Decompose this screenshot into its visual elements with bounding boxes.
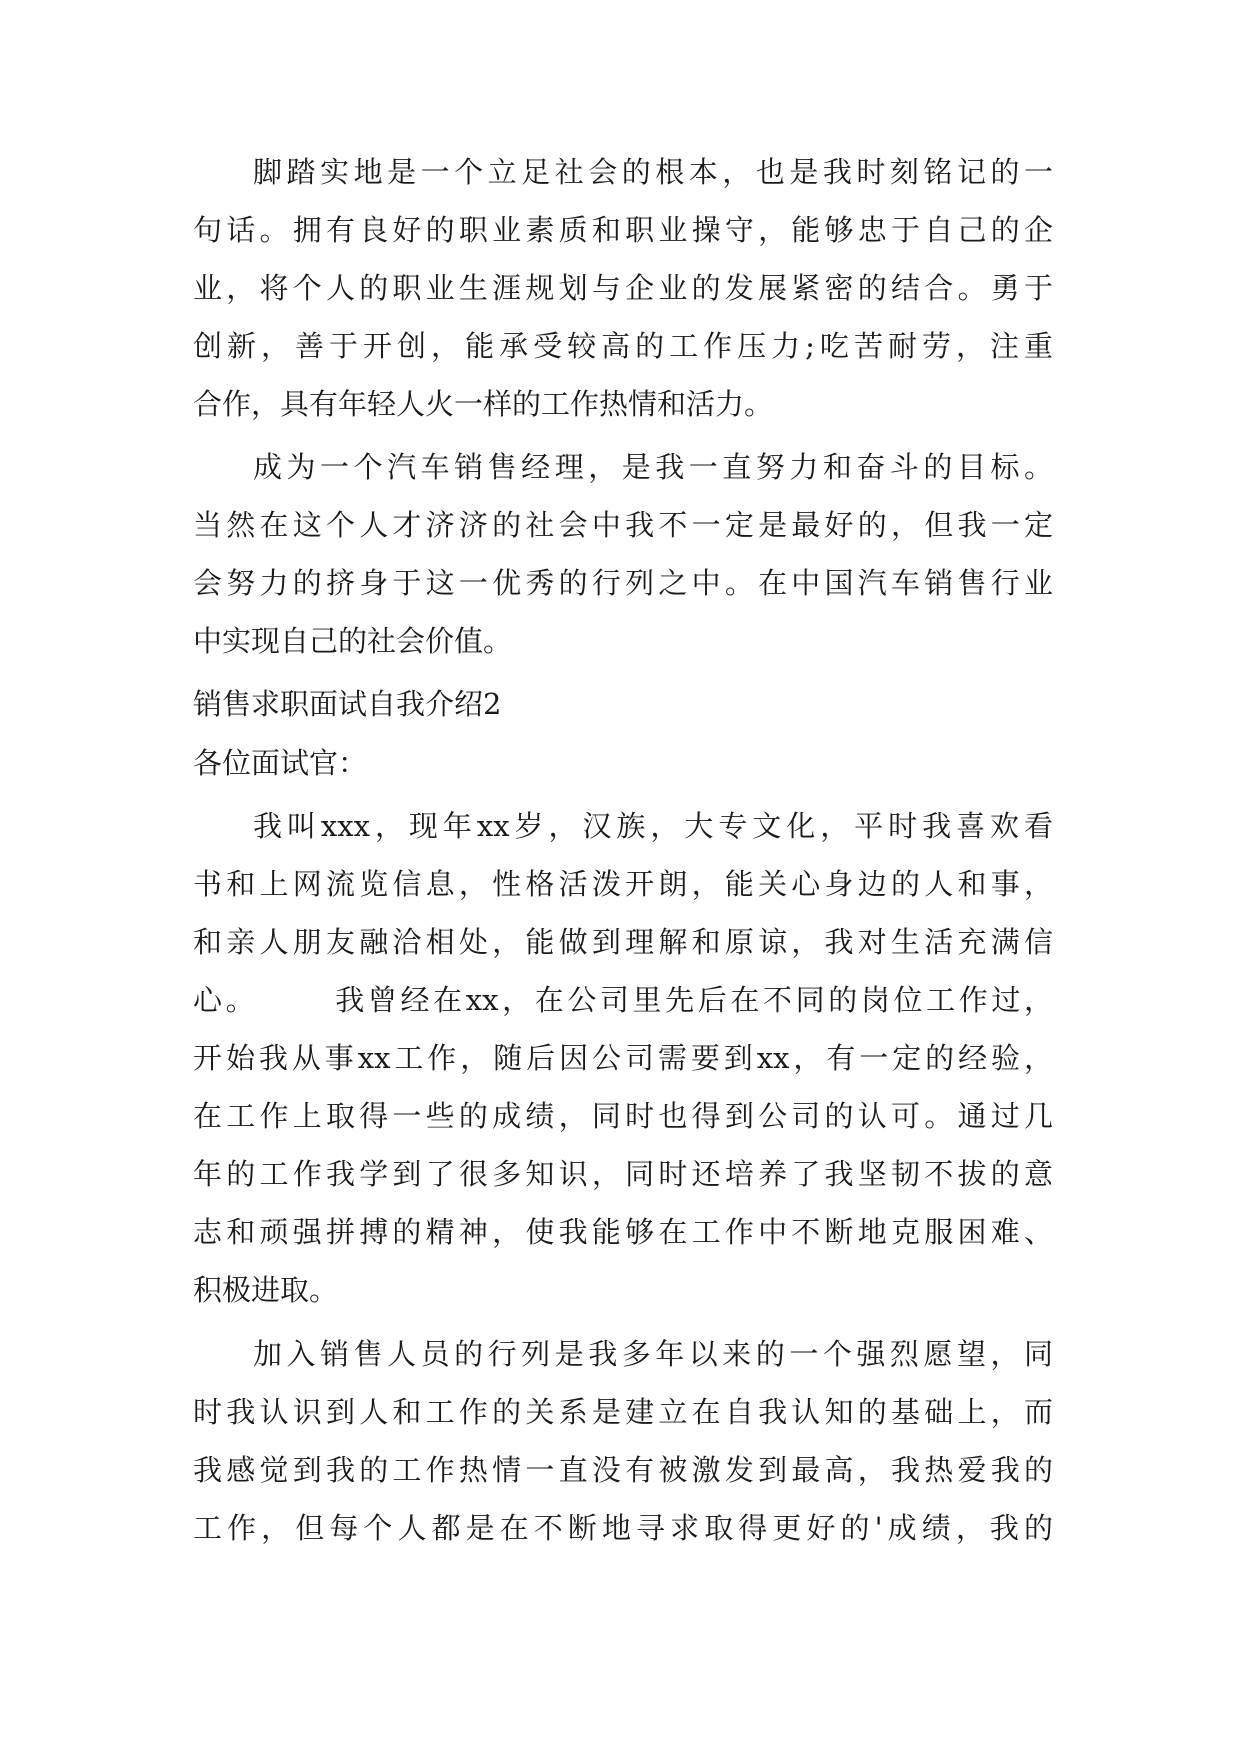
paragraph-line: 时我认识到人和工作的关系是建立在自我认知的基础上，而 bbox=[193, 1395, 1053, 1429]
paragraph-line: 我感觉到我的工作热情一直没有被激发到最高，我热爱我的 bbox=[193, 1453, 1053, 1487]
paragraph-line: 开始我从事xx工作，随后因公司需要到xx，有一定的经验， bbox=[193, 1041, 1053, 1075]
paragraph-line: 我叫xxx，现年xx岁，汉族，大专文化，平时我喜欢看 bbox=[253, 809, 1053, 843]
salutation: 各位面试官： bbox=[193, 746, 368, 780]
paragraph-line: 脚踏实地是一个立足社会的根本，也是我时刻铭记的一 bbox=[253, 155, 1053, 189]
paragraph-line: 书和上网流览信息，性格活泼开朗，能关心身边的人和事， bbox=[193, 867, 1053, 901]
paragraph-line: 在工作上取得一些的成绩，同时也得到公司的认可。通过几 bbox=[193, 1099, 1053, 1133]
paragraph-line: 业，将个人的职业生涯规划与企业的发展紧密的结合。勇于 bbox=[193, 271, 1053, 305]
paragraph-line: 积极进取。 bbox=[193, 1273, 339, 1307]
section-heading: 销售求职面试自我介绍2 bbox=[193, 687, 502, 721]
paragraph-line: 创新，善于开创，能承受较高的工作压力;吃苦耐劳，注重 bbox=[193, 329, 1053, 363]
paragraph-line: 当然在这个人才济济的社会中我不一定是最好的，但我一定 bbox=[193, 508, 1053, 542]
paragraph-line: 中实现自己的社会价值。 bbox=[193, 624, 513, 658]
paragraph-line: 成为一个汽车销售经理，是我一直努力和奋斗的目标。 bbox=[253, 450, 1053, 484]
paragraph-line: 志和顽强拼搏的精神，使我能够在工作中不断地克服困难、 bbox=[193, 1215, 1053, 1249]
paragraph-line: 心。 我曾经在xx，在公司里先后在不同的岗位工作过， bbox=[193, 983, 1053, 1017]
paragraph-line: 工作，但每个人都是在不断地寻求取得更好的'成绩，我的 bbox=[193, 1511, 1053, 1545]
paragraph-line: 合作，具有年轻人火一样的工作热情和活力。 bbox=[193, 387, 774, 421]
paragraph-line: 加入销售人员的行列是我多年以来的一个强烈愿望，同 bbox=[253, 1337, 1053, 1371]
paragraph-line: 句话。拥有良好的职业素质和职业操守，能够忠于自己的企 bbox=[193, 213, 1053, 247]
paragraph-line: 和亲人朋友融洽相处，能做到理解和原谅，我对生活充满信 bbox=[193, 925, 1053, 959]
paragraph-line: 会努力的挤身于这一优秀的行列之中。在中国汽车销售行业 bbox=[193, 566, 1053, 600]
paragraph-line: 年的工作我学到了很多知识，同时还培养了我坚韧不拔的意 bbox=[193, 1157, 1053, 1191]
